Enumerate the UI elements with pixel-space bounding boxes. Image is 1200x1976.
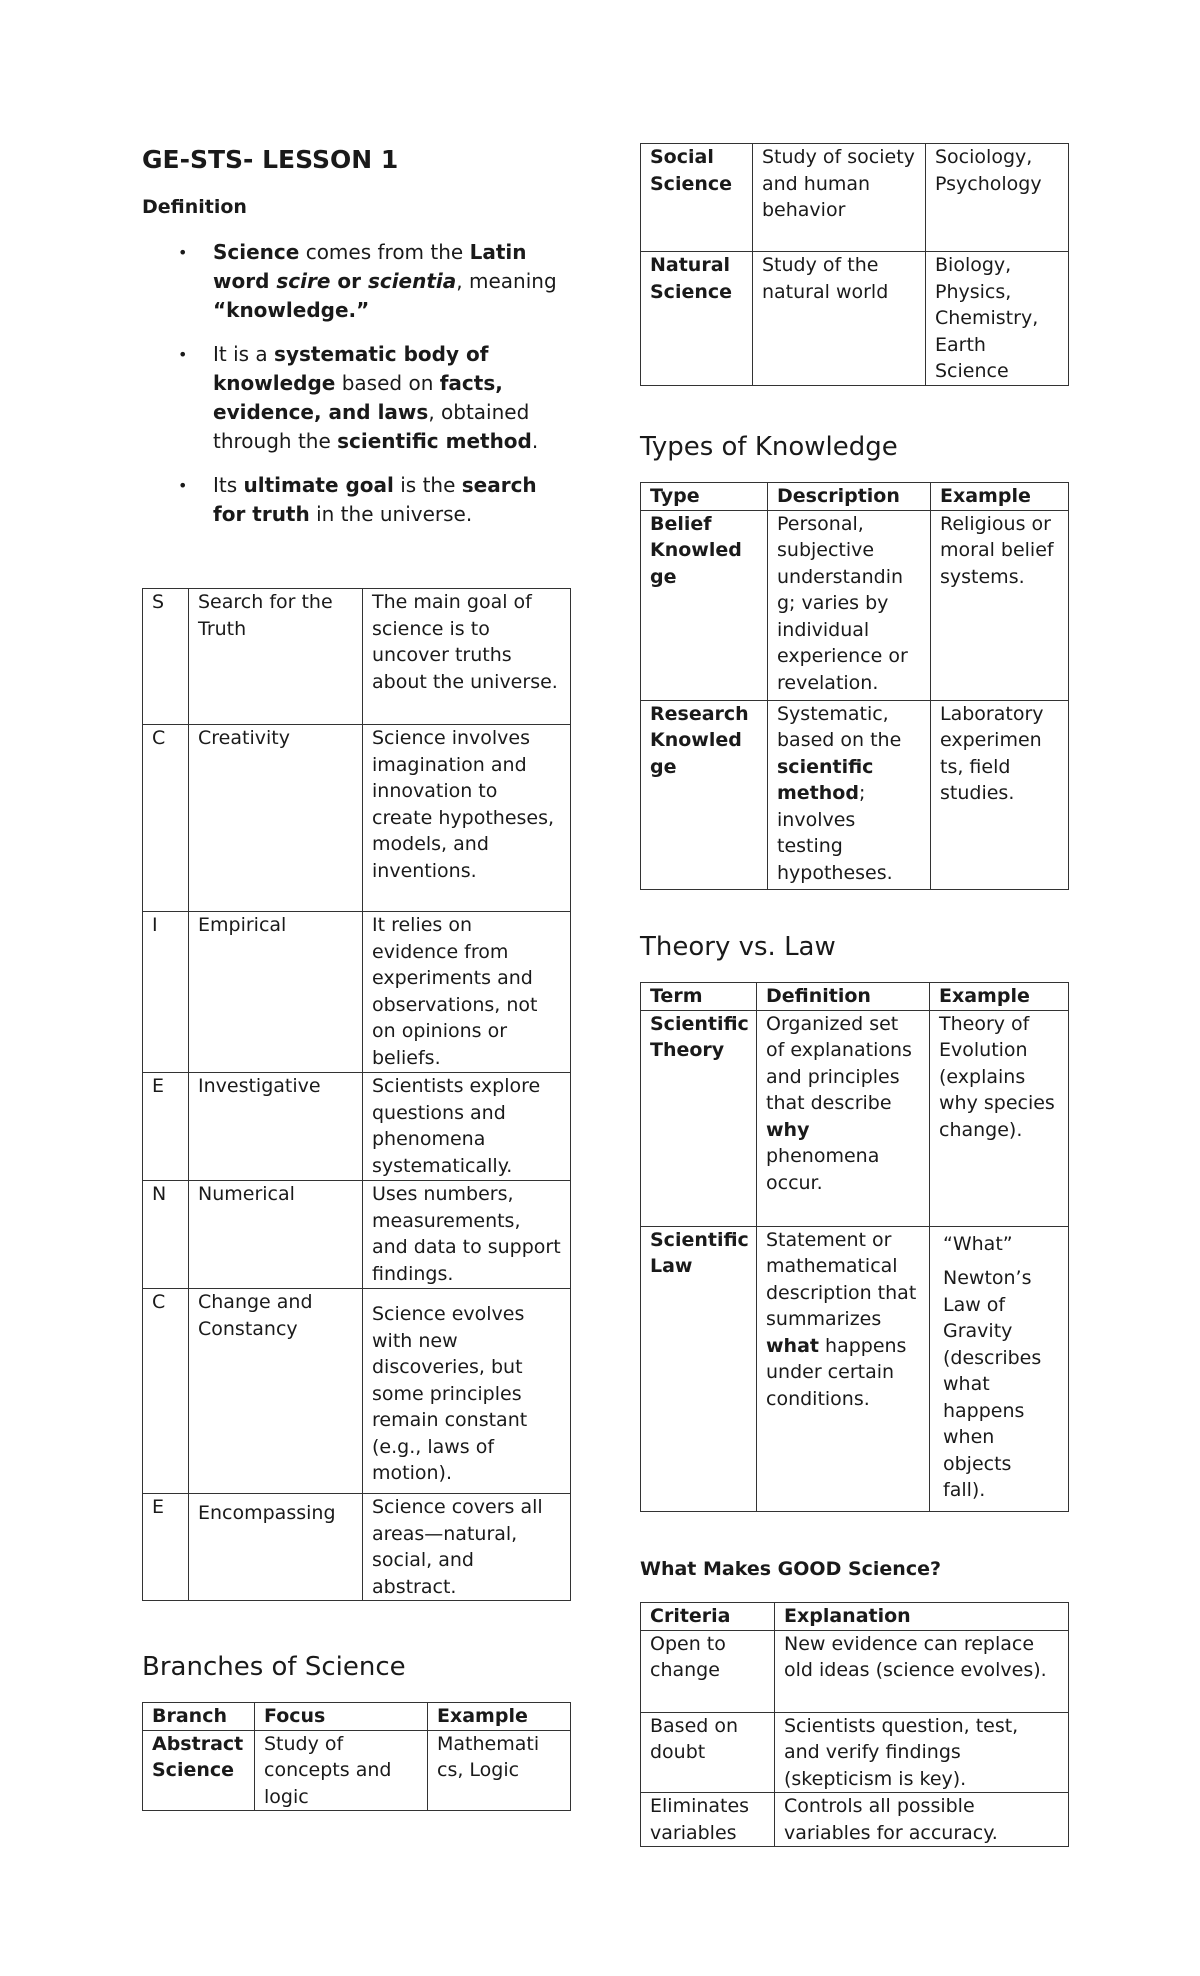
branch-example: Mathemati cs, Logic [428,1730,571,1811]
acronym-letter: N [143,1181,189,1289]
acronym-term: Creativity [189,725,363,912]
branches-header-focus: Focus [255,1703,428,1731]
acronym-term: Change and Constancy [189,1289,363,1494]
acronym-term: Numerical [189,1181,363,1289]
theory-law-example-text: Newton’s Law of Gravity (describes what happens when objects fall). [943,1267,1042,1501]
acronym-letter: I [143,912,189,1073]
knowledge-example: Religious or moral belief systems. [931,510,1069,700]
knowledge-type: Research Knowled ge [641,700,768,889]
acronym-row [143,725,571,912]
branch-example: Biology, Physics, Chemistry, Earth Science [926,252,1069,386]
theory-law-header-definition: Definition [757,983,930,1011]
knowledge-header-description: Description [768,483,931,511]
branch-example: Sociology, Psychology [926,144,1069,252]
branch-name: Natural Science [641,252,753,386]
definition-heading: Definition [142,196,247,218]
acronym-letter: C [143,725,189,912]
branch-focus: Study of concepts and logic [255,1730,428,1811]
good-science-criteria: Based on doubt [641,1712,775,1793]
knowledge-description: Systematic, based on the scientific method; involves testing hypotheses. [768,700,931,889]
acronym-term: Search for the Truth [189,589,363,725]
science-acronym-table [142,588,571,1601]
knowledge-type: Belief Knowled ge [641,510,768,700]
acronym-letter: C [143,1289,189,1494]
theory-law-header-term: Term [641,983,757,1011]
theory-law-row [641,1226,1069,1511]
branches-heading: Branches of Science [142,1652,406,1682]
good-science-criteria: Eliminates variables [641,1793,775,1847]
knowledge-header-type: Type [641,483,768,511]
acronym-letter: E [143,1073,189,1181]
good-science-heading: What Makes GOOD Science? [640,1558,941,1580]
branch-focus: Study of society and human behavior [753,144,926,252]
theory-law-term: Scientific Theory [641,1010,757,1226]
acronym-letter: E [143,1494,189,1601]
acronym-term: Investigative [189,1073,363,1181]
good-science-explanation: Controls all possible variables for accuracy. [775,1793,1069,1847]
branches-header-row [143,1703,571,1731]
acronym-description: Scientists explore questions and phenomena systematically. [363,1073,571,1181]
theory-law-heading: Theory vs. Law [640,932,836,962]
knowledge-table [640,482,1069,890]
acronym-term: Empirical [189,912,363,1073]
acronym-description: Science evolves with new discoveries, but some principles remain constant (e.g., laws of motion). [363,1289,571,1494]
knowledge-header-example: Example [931,483,1069,511]
knowledge-header-row [641,483,1069,511]
good-science-header-criteria: Criteria [641,1603,775,1631]
knowledge-row [641,510,1069,700]
theory-law-term: Scientific Law [641,1226,757,1511]
good-science-table [640,1602,1069,1847]
acronym-row [143,1181,571,1289]
acronym-description: It relies on evidence from experiments and observations, not on opinions or beliefs. [363,912,571,1073]
acronym-row [143,589,571,725]
good-science-explanation: Scientists question, test, and verify findings (skepticism is key). [775,1712,1069,1793]
theory-law-example-note: “What” [943,1232,1013,1255]
good-science-row [641,1793,1069,1847]
branches-table-part1 [142,1702,571,1811]
definition-bullet: • Its ultimate goal is the search for truth in the universe. [213,471,558,529]
knowledge-row [641,700,1069,889]
acronym-row [143,912,571,1073]
acronym-row [143,1073,571,1181]
theory-law-header-row [641,983,1069,1011]
definition-bullet: • Science comes from the Latin word scire or scientia, meaning “knowledge.” [213,238,558,325]
acronym-letter: S [143,589,189,725]
theory-law-example [930,1010,1069,1226]
branch-focus: Study of the natural world [753,252,926,386]
branch-row [641,144,1069,252]
good-science-criteria: Open to change [641,1630,775,1712]
good-science-header-explanation: Explanation [775,1603,1069,1631]
acronym-description: Science covers all areas—natural, social, and abstract. [363,1494,571,1601]
acronym-term: Encompassing [189,1494,363,1601]
page-title: GE-STS- LESSON 1 [142,145,399,174]
acronym-description: The main goal of science is to uncover truths about the universe. [363,589,571,725]
branch-row [143,1730,571,1811]
knowledge-heading: Types of Knowledge [640,432,898,462]
knowledge-description: Personal, subjective understandin g; varies by individual experience or revelation. [768,510,931,700]
branch-row [641,252,1069,386]
acronym-description: Science involves imagination and innovation to create hypotheses, models, and inventions. [363,725,571,912]
acronym-row [143,1494,571,1601]
good-science-header-row [641,1603,1069,1631]
acronym-description: Uses numbers, measurements, and data to support findings. [363,1181,571,1289]
definition-list [213,238,558,544]
knowledge-example: Laboratory experimen ts, field studies. [931,700,1069,889]
good-science-row [641,1630,1069,1712]
theory-law-header-example: Example [930,983,1069,1011]
theory-law-definition: Statement or mathematical description that summarizes what happens under certain conditions. [757,1226,930,1511]
branches-header-example: Example [428,1703,571,1731]
branches-table-part2 [640,143,1069,386]
branch-name: Abstract Science [143,1730,255,1811]
theory-law-row [641,1010,1069,1226]
good-science-row [641,1712,1069,1793]
acronym-row [143,1289,571,1494]
good-science-explanation: New evidence can replace old ideas (science evolves). [775,1630,1069,1712]
theory-law-definition: Organized set of explanations and principles that describe why phenomena occur. [757,1010,930,1226]
theory-law-table [640,982,1069,1512]
theory-law-example-text: Theory of Evolution (explains why species change). [939,1012,1055,1141]
definition-bullet: • It is a systematic body of knowledge based on facts, evidence, and laws, obtained through the scientific method. [213,340,558,456]
branch-name: Social Science [641,144,753,252]
branches-header-branch: Branch [143,1703,255,1731]
theory-law-example [930,1226,1069,1511]
